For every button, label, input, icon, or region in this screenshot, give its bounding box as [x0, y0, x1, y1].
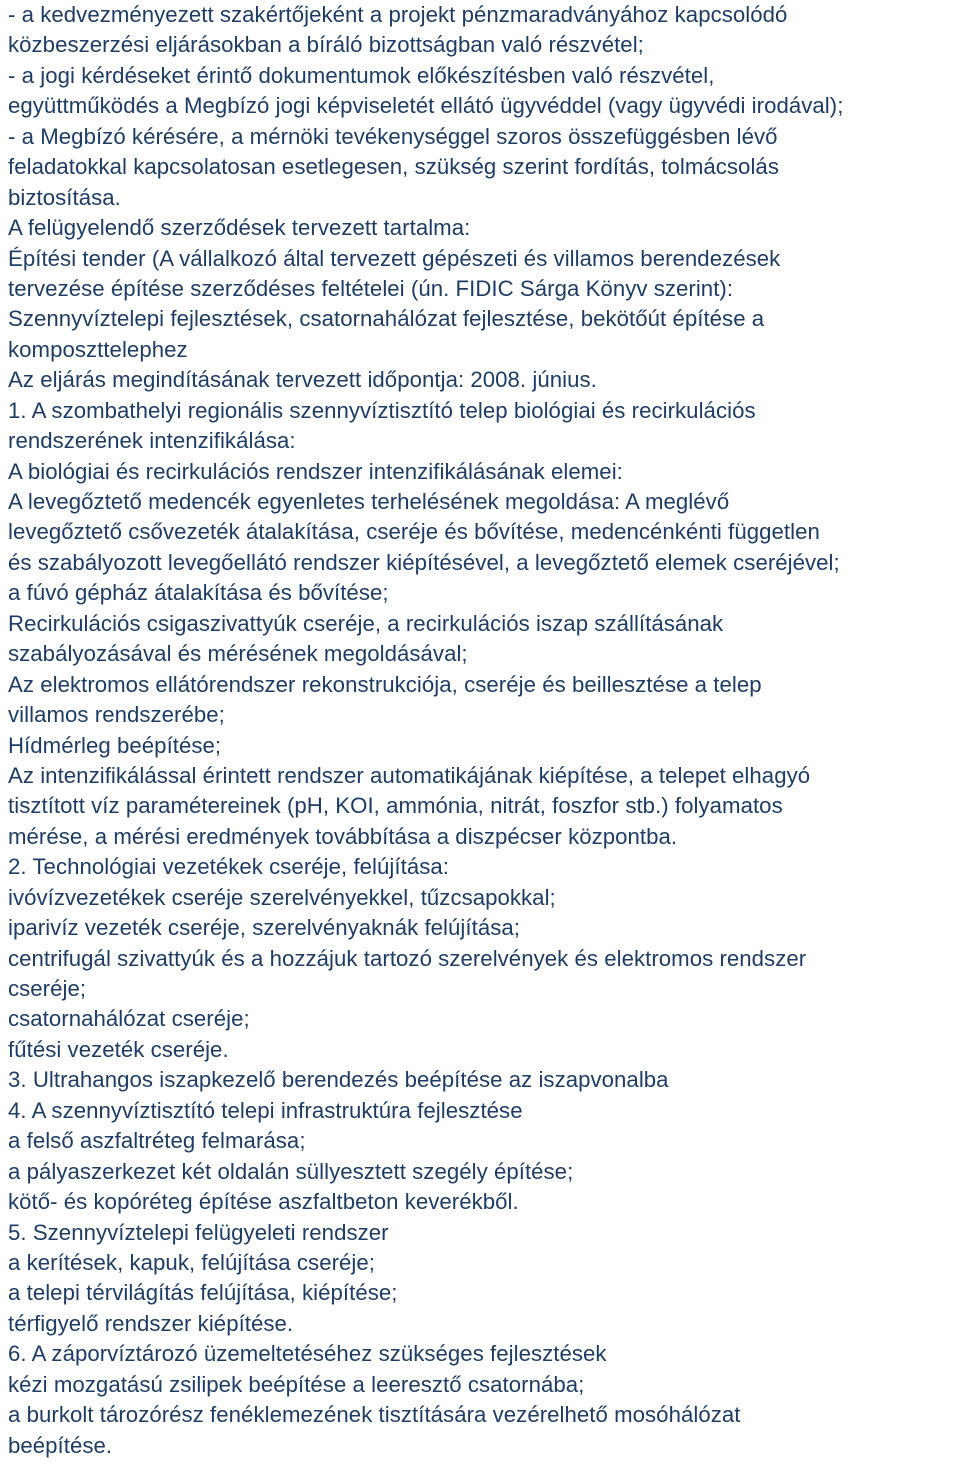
- numbered-item: 5. Szennyvíztelepi felügyeleti rendszer: [8, 1219, 389, 1245]
- text-line: ivóvízvezetékek cseréje szerelvényekkel, tűzcsapokkal;: [8, 884, 556, 910]
- section-heading: A felügyelendő szerződések tervezett tartalma:: [8, 215, 471, 241]
- text-line: kötő- és kopóréteg építése aszfaltbeton keverékből.: [8, 1189, 519, 1215]
- text-line: térfigyelő rendszer kiépítése.: [8, 1310, 294, 1336]
- text-line: - a Megbízó kérésére, a mérnöki tevékenységgel szoros összefüggésben lévő: [8, 123, 778, 149]
- text-line: a fúvó gépház átalakítása és bővítése;: [8, 580, 389, 606]
- text-line: Az eljárás megindításának tervezett időpontja: 2008. június.: [8, 367, 597, 393]
- text-line: A biológiai és recirkulációs rendszer intenzifikálásának elemei:: [8, 458, 623, 484]
- text-line: a burkolt tározórész fenéklemezének tisztítására vezérelhető mosóhálózat: [8, 1402, 741, 1428]
- text-line: Hídmérleg beépítése;: [8, 732, 222, 758]
- text-line: mérése, a mérési eredmények továbbítása a diszpécser központba.: [8, 823, 678, 849]
- text-line: A levegőztető medencék egyenletes terhelésének megoldása: A meglévő: [8, 489, 730, 514]
- text-line: közbeszerzési eljárásokban a bíráló bizottságban való részvétel;: [8, 32, 644, 58]
- text-line: a felső aszfaltréteg felmarása;: [8, 1128, 306, 1154]
- text-line: Recirkulációs csigaszivattyúk cseréje, a recirkulációs iszap szállításának: [8, 610, 724, 636]
- numbered-item: 6. A záporvíztározó üzemeltetéséhez szükséges fejlesztések: [8, 1341, 607, 1367]
- text-line: - a kedvezményezett szakértőjeként a projekt pénzmaradványához kapcsolódó: [8, 2, 788, 27]
- numbered-item: 1. A szombathelyi regionális szennyvíztisztító telep biológiai és recirkulációs: [8, 397, 756, 423]
- numbered-item: 3. Ultrahangos iszapkezelő berendezés beépítése az iszapvonalba: [8, 1067, 669, 1093]
- text-line: szabályozásával és mérésének megoldásával;: [8, 641, 468, 667]
- text-line: csatornahálózat cseréje;: [8, 1006, 250, 1032]
- text-line: Szennyvíztelepi fejlesztések, csatornahálózat fejlesztése, bekötőút építése a: [8, 306, 765, 332]
- numbered-item: 4. A szennyvíztisztító telepi infrastruktúra fejlesztése: [8, 1097, 523, 1123]
- text-line: Az intenzifikálással érintett rendszer automatikájának kiépítése, a telepet elhagyó: [8, 762, 811, 788]
- text-line: tervezése építése szerződéses feltételei (ún. FIDIC Sárga Könyv szerint):: [8, 275, 734, 301]
- text-line: és szabályozott levegőellátó rendszer kiépítésével, a levegőztető elemek cseréjével;: [8, 549, 840, 575]
- text-line: a telepi térvilágítás felújítása, kiépítése;: [8, 1280, 398, 1306]
- text-line: beépítése.: [8, 1432, 113, 1458]
- text-line: levegőztető csővezeték átalakítása, cseréje és bővítése, medencénkénti független: [8, 519, 820, 545]
- document-body: [8, 0, 958, 1461]
- text-line: feladatokkal kapcsolatosan esetlegesen, szükség szerint fordítás, tolmácsolás: [8, 154, 779, 180]
- text-line: cseréje;: [8, 976, 87, 1001]
- text-line: a pályaszerkezet két oldalán süllyesztett szegély építése;: [8, 1158, 574, 1184]
- text-line: komposzttelephez: [8, 336, 188, 362]
- text-line: rendszerének intenzifikálása:: [8, 428, 296, 454]
- numbered-item: 2. Technológiai vezetékek cseréje, felújítása:: [8, 854, 449, 880]
- text-line: kézi mozgatású zsilipek beépítése a leeresztő csatornába;: [8, 1371, 585, 1397]
- text-line: tisztított víz paramétereinek (pH, KOI, ammónia, nitrát, foszfor stb.) folyamatos: [8, 793, 783, 819]
- text-line: villamos rendszerébe;: [8, 702, 225, 728]
- text-line: a kerítések, kapuk, felújítása cseréje;: [8, 1249, 375, 1275]
- text-line: fűtési vezeték cseréje.: [8, 1036, 229, 1062]
- text-line: Építési tender (A vállalkozó által tervezett gépészeti és villamos berendezések: [8, 245, 781, 271]
- text-line: biztosítása.: [8, 184, 121, 210]
- text-line: - a jogi kérdéseket érintő dokumentumok előkészítésben való részvétel,: [8, 62, 715, 88]
- text-line: együttműködés a Megbízó jogi képviseletét ellátó ügyvéddel (vagy ügyvédi irodával);: [8, 93, 844, 119]
- text-line: iparivíz vezeték cseréje, szerelvényaknák felújítása;: [8, 915, 520, 941]
- text-line: centrifugál szivattyúk és a hozzájuk tartozó szerelvények és elektromos rendszer: [8, 945, 807, 971]
- text-line: Az elektromos ellátórendszer rekonstrukciója, cseréje és beillesztése a telep: [8, 671, 762, 697]
